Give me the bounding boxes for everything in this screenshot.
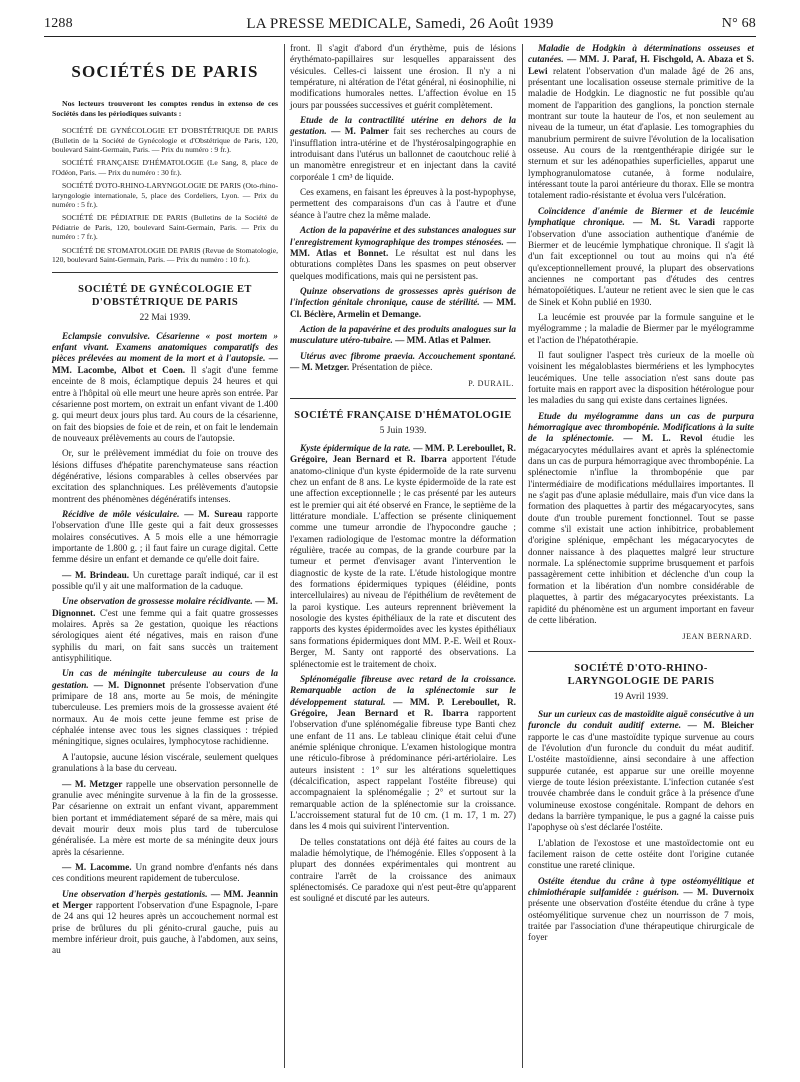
article-paragraph: front. Il s'agit d'abord d'un érythème, puis de lésions érythémato-papillaires sur lesquelles apparaissent des vésicules. Celles-ci laissent une érosion. Il n'y a ni température, ni altération de l'état général, ni éosinophilie, ni modifications humorales nettes. L'affection évolue en 15 jours par poussées successives et guérit complètement.: [290, 44, 516, 111]
session-date: 19 Avril 1939.: [613, 691, 669, 702]
article-paragraph: De telles constatations ont déjà été faites au cours de la maladie hémolytique, de l'hémogénie. Elles s'opposent à la plupart des données expérimentales qui montrent au contraire l'arrêt de la croissance des animaux splénectomisés. Ce paradoxe qui n'est peut-être qu'apparent est souligné et discuté par les auteurs.: [290, 837, 516, 905]
session-date: 22 Mai 1939.: [139, 313, 191, 324]
society-title-orl: SOCIÉTÉ D'OTO-RHINO-LARYNGOLOGIE DE PARIS: [567, 662, 715, 687]
column-1: [52, 44, 278, 962]
article-paragraph: Coïncidence d'anémie de Biermer et de leucémie lymphatique chronique. — M. St. Varadi rapporte l'observation d'une association authentique d'anémie de Biermer et de leucémie lymphatique chronique. Il s'agit là d'un fait exceptionnel ou tout au moins qui n'a été qu'exceptionnellement prouvé, la plupart des observations anciennes ne comportant pas d'études des centres hématopoïétiques. L'auteur ne retient avec le sien que le cas de Sinek et Kohn publié en 1930.: [528, 206, 754, 308]
article-paragraph: Ostéite étendue du crâne à type ostéomyélitique et chimiothérapie sulfamidée : guérison. — M. Duvernoix présente une observation d'ostéite étendue du crâne à type ostéomyélitique survenue chez un nourrisson de 7 mois, traitée par l'association d'une thérapeutique chirurgicale de foyer: [528, 876, 754, 944]
article-paragraph: Etude du myélogramme dans un cas de purpura hémorragique avec thrombopénie. Modifications à la suite de la splénectomie. — M. L. Revol étudie les mégacaryocytes médullaires avant et après la splénectomie dans un cas de purpura hémorragique avec thrombopénie. La splénectomie n'influe la thrombopénie que par l'intermédiaire de modifications médullaires importantes. Il ne s'agit pas d'une aplasie médullaire, mais d'un vice dans la formation des plaquettes à partir des mégacaryocytes, sans doute d'un trouble purement fonctionnel. Tout se passe comme s'il existait une action inhibitrice, probablement d'origine splénique, empêchant les mégacaryocytes de donner naissance à des plaquettes malgré leur structure normale. La splénectomie supprime brusquement et parfois passagèrement cette inhibition et déclenche d'un coup la formation et la libération d'un nombre considérable de plaquettes, à partir des mégacaryocytes préexistants. La rapidité du phénomène est un argument important en faveur de cette libération.: [528, 411, 754, 626]
article-paragraph: Maladie de Hodgkin à déterminations osseuses et cutanées. — MM. J. Paraf, H. Fischgold, A. Abaza et S. Lewi relatent l'observation d'un malade âgé de 26 ans, présentant une localisation osseuse sternale primitive de la maladie de Hodgkin. Le diagnostic ne fut possible qu'au moment de l'apparition des ganglions, la ponction sternale montrant sur toute la hauteur de l'os, et non seulement au niveau de la tumeur, un état d'aplasie. Les tomographies du manubrium permirent de suivre l'évolution de la localisation osseuse. Au cours de la rœntgenthérapie dirigée sur le sternum et sur les adénopathies superficielles, apparut une lymphogranulomatose cutanée, à forme nodulaire, intéressant toute la paroi antérieure du thorax. Elle se montra totalement radio-résistante et évolua vers l'ulcération.: [528, 44, 754, 202]
session-date: 5 Juin 1939.: [379, 425, 427, 436]
article-paragraph: Récidive de môle vésiculaire. — M. Sureau rapporte l'observation d'une IIIe geste qui a fait deux grossesses molaires consécutives. A 5 mois elle a une hémorragie importante de 1.800 g. ; il faut faire un curage digital. Cette femme désire un enfant et demande ce qu'elle doit faire.: [52, 509, 278, 566]
article-paragraph: Utérus avec fibrome praevia. Accouchement spontané. — M. Metzger. Présentation de pièce.: [290, 351, 516, 373]
article-paragraph: Or, sur le prélèvement immédiat du foie on trouve des lésions diffuses d'hépatite parenchymateuse sans réaction dégénérative, lésions comparables à celles observées par excitation des splanchniques. Les prélèvements d'autopsie montrent des phénomènes dégénératifs intenses.: [52, 449, 278, 505]
article-paragraph: Action de la papavérine et des produits analogues sur la musculature utéro-tubaire. — MM. Atlas et Palmer.: [290, 324, 516, 347]
article-paragraph: Action de la papavérine et des substances analogues sur l'enregistrement kymographique des trompes sténosées. — MM. Atlas et Bonnet. Le résultat est nul dans les obturations complètes Dans les spasmes on peut observer quelques modifications, mais qui ne persistent pas.: [290, 226, 517, 282]
article-paragraph: Splénomégalie fibreuse avec retard de la croissance. Remarquable action de la splénectomie sur le développement statural. — MM. P. Lereboullet, R. Grégoire, Jean Bernard et R. Ibarra rapportent l'observation d'une splénomégalie fibreuse type Banti chez une enfant de 11 ans. Le tableau clinique était celui d'une anémie splénique chronique. L'examen histologique montra une réticulo-fibrose à prédominance péri-artériolaire. Les auteurs insistent : 1° sur les altérations squelettiques (décalcification, aspect rappelant l'ostéite fibreuse) qui accompagnaient la splénomégalie ; 2° et surtout sur la remarquable action de la splénectomie sur la croissance. L'accroissement statural fut de 10 cm. (1 m. 17, 1 m. 27) dans les 4 mois qui suivirent l'intervention.: [290, 674, 516, 833]
header-rule: [44, 36, 756, 37]
column-divider-2: [522, 44, 523, 1068]
section-title: SOCIÉTÉS DE PARIS: [71, 62, 259, 81]
article-paragraph: Un cas de méningite tuberculeuse au cours de la gestation. — M. Dignonnet présente l'observation d'une primipare de 18 ans, morte au 5e mois, de méningite tuberculeuse. Les premiers mois de la grossesse avaient été normaux. Au 4e mois cette jeune femme est prise de céphalée intense avec tous les signes classiques : trépied méningitique, signes oculaires, lymphocytose rachidienne.: [52, 669, 278, 748]
article-paragraph: Eclampsie convulsive. Césarienne « post mortem » enfant vivant. Examens anatomiques comparatifs des pièces prélevées au moment de la mort et à l'autopsie. — MM. Lacombe, Albot et Coen. Il s'agit d'une femme enceinte de 8 mois, éclamptique depuis 24 heures et qui entre à l'hôpital où elle meurt une heure après son entrée. Par césarienne post mortem, on extrait un enfant vivant de 1.400 g. qui meurt deux jours plus tard. Au cours de la césarienne, on fait des biopsies de foie et de rein, et on fait le lendemain de nouveaux prélèvements au cours de l'autopsie.: [52, 331, 279, 444]
issue-number: N° 68: [721, 16, 756, 31]
note-item: SOCIÉTÉ DE STOMATOLOGIE DE PARIS (Revue de Stomatologie, 120, boulevard Saint-Germain, Paris. — Prix du numéro : 10 fr.).: [52, 245, 278, 265]
article-paragraph: — M. Lacomme. Un grand nombre d'enfants nés dans ces conditions meurent rapidement de tuberculose.: [52, 862, 278, 885]
note-item: SOCIÉTÉ D'OTO-RHINO-LARYNGOLOGIE DE PARIS (Oto-rhino-laryngologie internationale, 5, place des Cordeliers, Lyon. — Prix du numéro : 5 fr.).: [52, 181, 278, 209]
page-header: [44, 14, 756, 36]
society-title-hematology: SOCIÉTÉ FRANÇAISE D'HÉMATOLOGIE: [294, 409, 512, 421]
section-rule: [52, 272, 278, 273]
article-paragraph: L'ablation de l'exostose et une mastoïdectomie ont eu facilement raison de cette ostéite dont l'origine cutanée constitue une rareté clinique.: [528, 838, 754, 872]
note-item: SOCIÉTÉ DE PÉDIATRIE DE PARIS (Bulletins de la Société de Pédiatrie de Paris, 120, boulevard Saint-Germain, Paris. — Prix du numéro : 7 fr.).: [52, 213, 278, 242]
article-paragraph: Une observation d'herpès gestationis. — MM. Jeannin et Merger rapportent l'observation d'une Espagnole, I-pare de 24 ans qui 12 heures après un accouchement normal est prise de brûlures du pli génito-crural gauche, puis au membre inférieur droit, puis gauche, à l'abdomen, aux seins, au: [52, 889, 278, 957]
periodicals-note: [52, 99, 278, 264]
article-paragraph: La leucémie est prouvée par la formule sanguine et le myélogramme ; la maladie de Biermer par le myélogramme et l'action de l'hépatothérapie.: [528, 312, 754, 346]
journal-title: LA PRESSE MEDICALE, Samedi, 26 Août 1939: [246, 16, 554, 32]
column-divider-1: [284, 44, 285, 1068]
article-paragraph: — M. Metzger rappelle une observation personnelle de granulie avec méningite survenue à la fin de la grossesse. Par césarienne on extrait un enfant vivant, apparemment bien portant et immédiatement séparé de sa mère, mais qui devait mourir deux mois plus tard de tuberculose généralisée. La mère est morte de sa méningite deux jours après la césarienne.: [52, 779, 278, 858]
column-2: [290, 44, 516, 910]
article-paragraph: Quinze observations de grossesses après guérison de l'infection génitale chronique, cause de stérilité. — MM. Cl. Béclère, Armelin et Demange.: [290, 286, 516, 320]
note-item: SOCIÉTÉ DE GYNÉCOLOGIE ET D'OBSTÉTRIQUE DE PARIS (Bulletin de la Société de Gynécologie et d'Obstétrique de Paris, 120, boulevard Saint-Germain, Paris. — Prix du numéro : 9 fr.).: [52, 126, 278, 154]
article-paragraph: Ces examens, en faisant les épreuves à la post-hypophyse, permettent des comparaisons d'un cas à l'autre et d'une séance à l'autre chez la même malade.: [290, 188, 516, 221]
article-paragraph: — M. Brindeau. Un curettage paraît indiqué, car il est possible qu'il y ait une malformation de la caduque.: [52, 570, 278, 592]
author-signature: P. DURAIL.: [468, 379, 514, 389]
note-lead: Nos lecteurs trouveront les comptes rendus in extenso de ces Sociétés dans les périodiques suivants :: [52, 99, 278, 118]
note-item: SOCIÉTÉ FRANÇAISE D'HÉMATOLOGIE (Le Sang, 8, place de l'Odéon, Paris. — Prix du numéro : 30 fr.).: [52, 158, 278, 177]
section-rule: [290, 398, 516, 399]
article-paragraph: Etude de la contractilité utérine en dehors de la gestation. — M. Palmer fait ses recherches au cours de l'insufflation intra-utérine et de l'hystérosalpingographie en introduisant dans l'utérus un ballonnet de caoutchouc relié à un manomètre enregistreur et en injectant dans la cavité corporéale 1 cm³ de liquide.: [290, 116, 516, 183]
author-signature: JEAN BERNARD.: [682, 632, 752, 642]
column-3: [528, 44, 754, 949]
article-paragraph: Une observation de grossesse molaire récidivante. — M. Dignonnet. C'est une femme qui a fait quatre grossesses molaires. Après sa 2e gestation, quoique les réactions sérologiques aient été négatives, mais en raison d'une syphilis du mari, on fait sans succès un traitement antisyphilitique.: [52, 597, 278, 665]
page-number: 1288: [44, 16, 73, 31]
article-paragraph: A l'autopsie, aucune lésion viscérale, seulement quelques granulations à la base du cerveau.: [52, 752, 278, 775]
article-paragraph: Sur un curieux cas de mastoïdite aiguë consécutive à un furoncle du conduit auditif externe. — M. Bleicher rapporte le cas d'une mastoïdite typique survenue au cours de l'évolution d'un furoncle du conduit du méat auditif. L'ostéite mastoïdienne, ainsi secondaire à une affection suppurée cutanée, est apparue sur une oreille moyenne vierge de toute lésion préexistante. L'infection cutanée s'est trouvée chambrée dans le conduit grâce à la présence d'une volumineuse exostose congénitale. Rompant de dehors en dedans la barrière tympanique, le pus a gagné la caisse puis l'apophyse où s'est déclarée l'ostéite.: [528, 709, 755, 834]
society-title-gynecology: SOCIÉTÉ DE GYNÉCOLOGIE ET D'OBSTÉTRIQUE DE PARIS: [78, 284, 252, 309]
section-rule: [528, 651, 754, 652]
article-paragraph: Kyste épidermique de la rate. — MM. P. Lereboullet, R. Grégoire, Jean Bernard et R. Ibarra apportent l'étude anatomo-clinique d'un kyste épidermoïde de la rate survenu chez un enfant de 8 ans. Le kyste épidermoïde de la rate est une affection exceptionnelle ; le cas présenté par les auteurs est le premier qui ait été observé en France, le septième de la littérature mondiale. L'affection se présente cliniquement comme une tumeur arrondie de l'hypocondre gauche ; l'examen radiologique de l'estomac montre la déformation régulière, tracée au compas, de la grande courbure par la tumeur et permet d'envisager avant l'intervention le diagnostic de kyste de la rate. L'étude histologique montre des formations épidermiques typiques (éléidine, ponts intercellulaires) au niveau de l'épithélium de revêtement de la paroi kystique. Les auteurs reprennent brièvement la nosologie des kystes épithéliaux de la rate et discutent des rapports des kystes épidermoïdes avec les kystes épithéliaux sans formations épidermiques dont MM. P.-E. Weil et Roux-Berger, M. Santy ont rapporté des observations. La splénectomie est le traitement de choix.: [290, 443, 516, 670]
article-paragraph: Il faut souligner l'aspect très curieux de la moelle où voisinent les mégaloblastes biermériens et les lymphocytes leucémiques. Une telle association n'est sans doute pas fortuite mais en rapport avec la disposition hétérologue pour les maladies du sang qui existe dans certaines lignées.: [528, 350, 754, 407]
